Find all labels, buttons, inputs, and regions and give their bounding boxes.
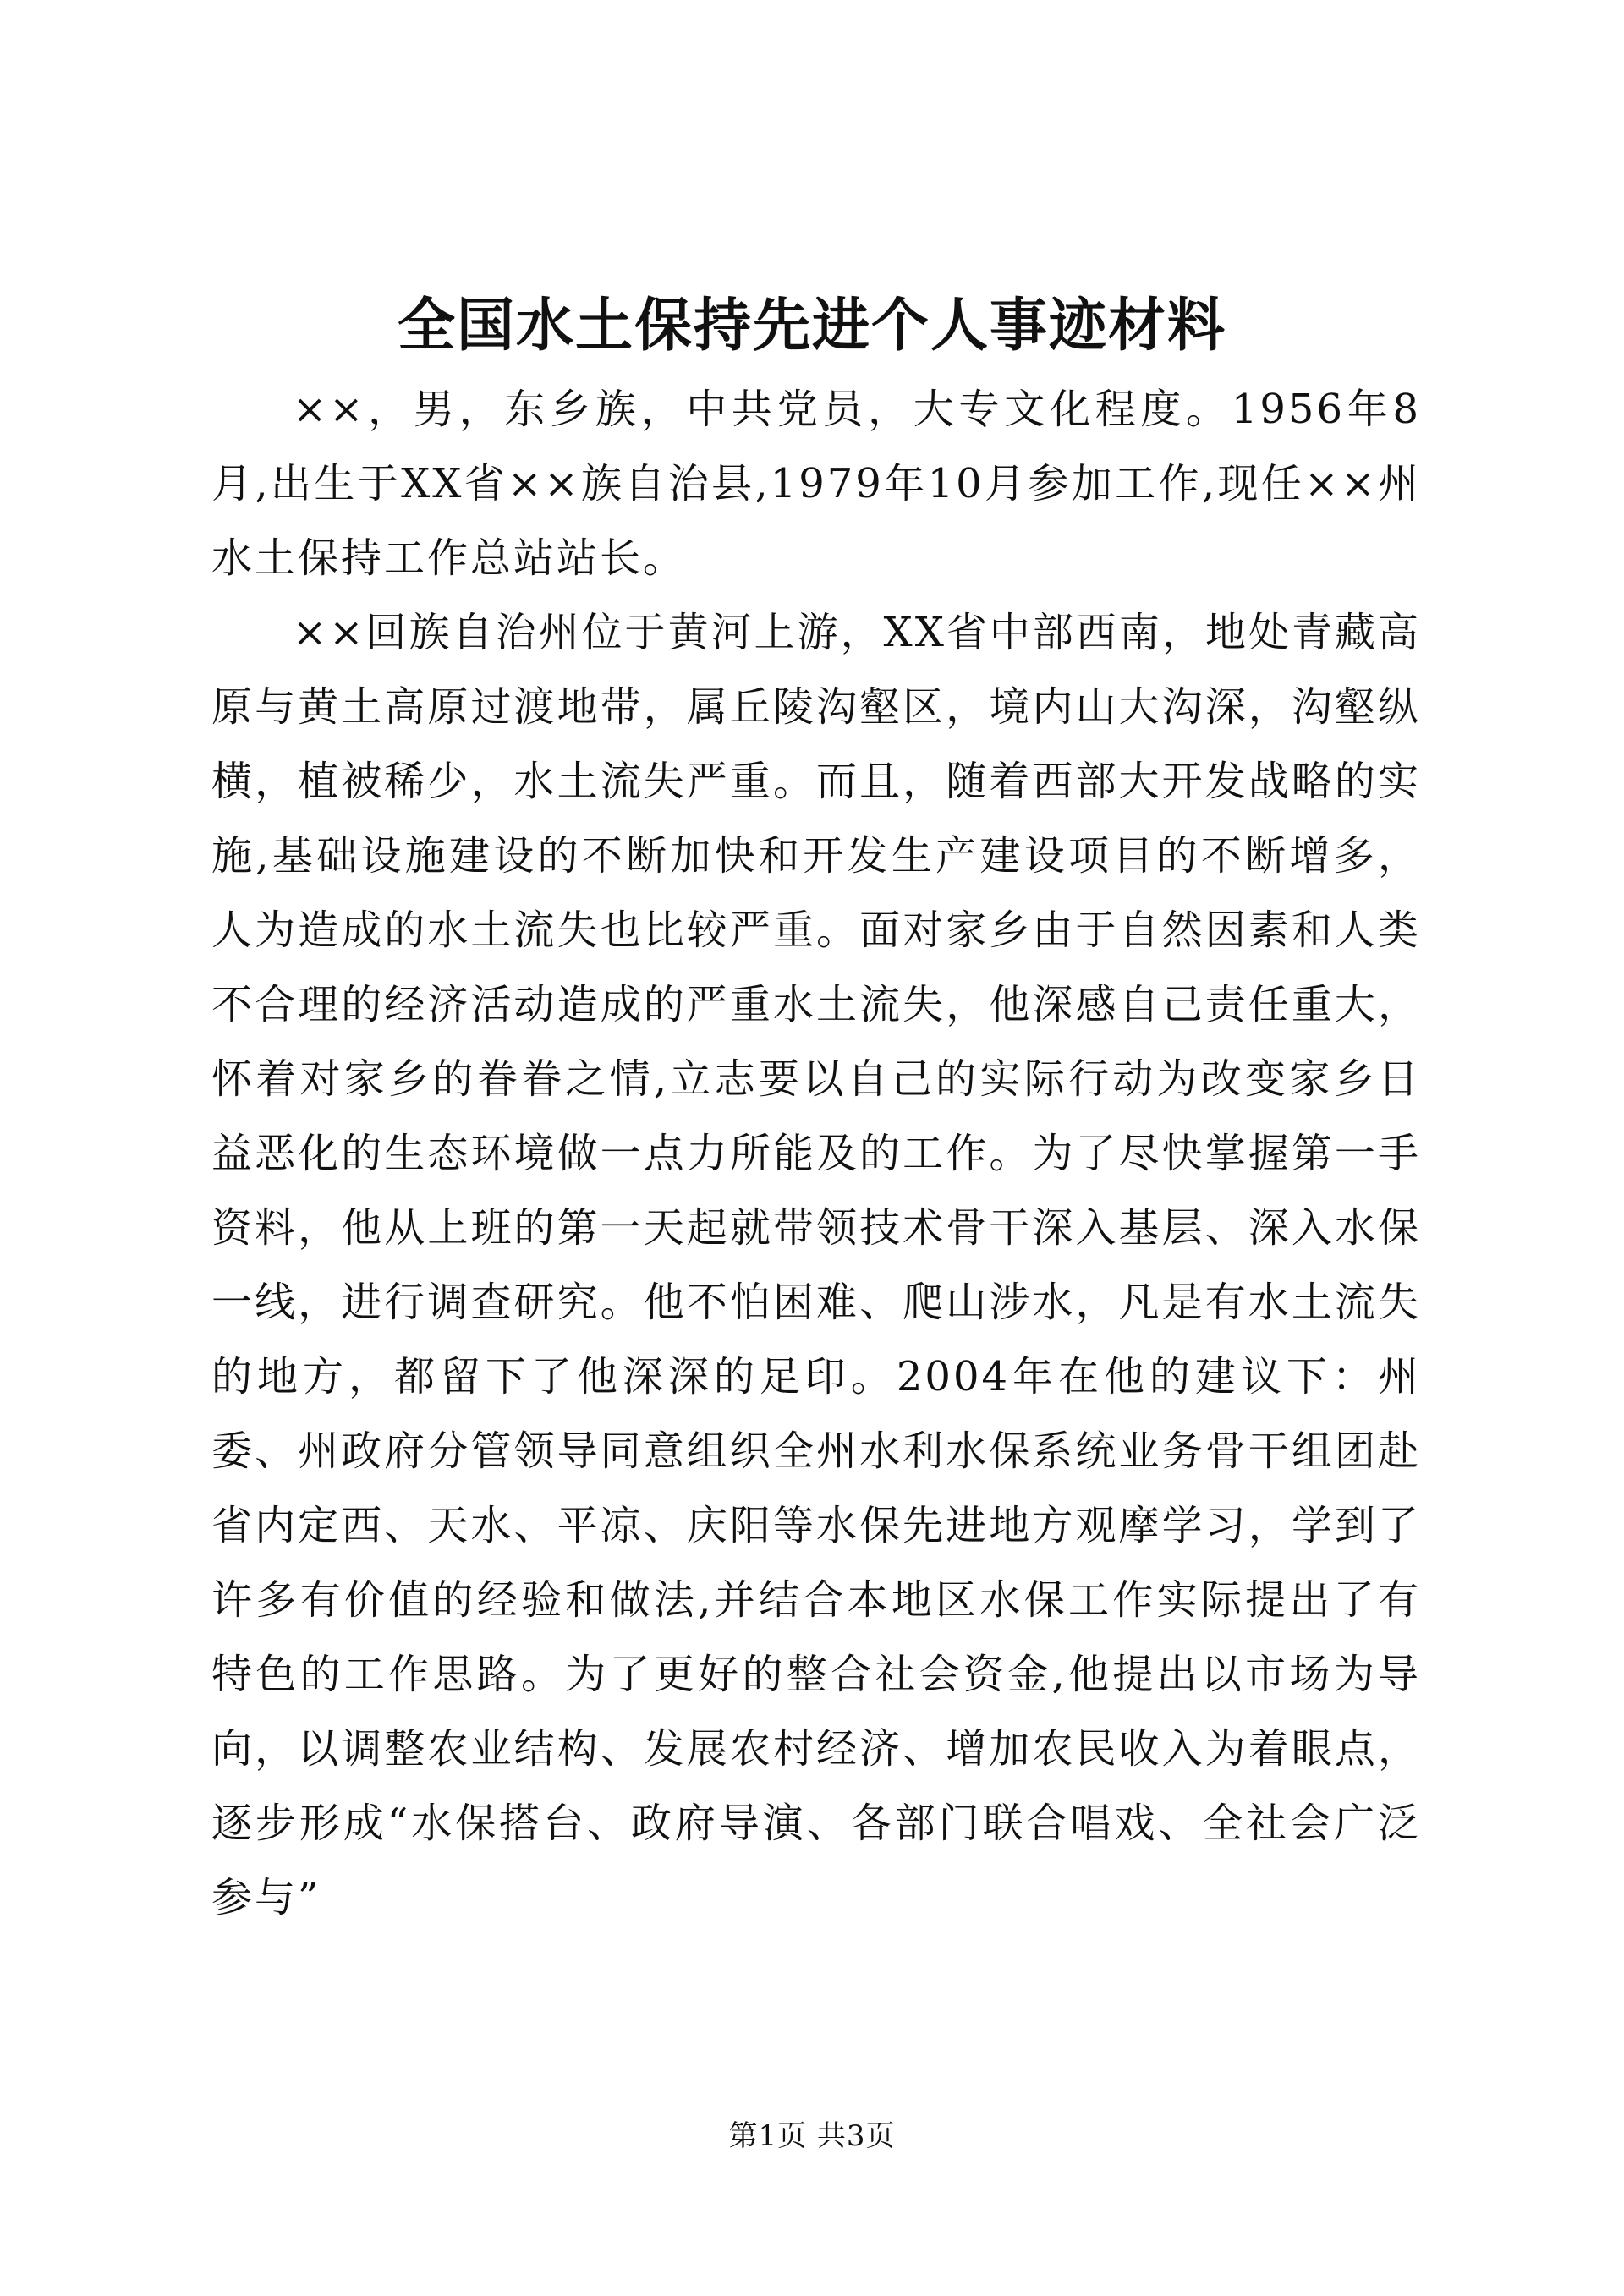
document-body: [211, 372, 1421, 1935]
paragraph-deeds: ××回族自治州位于黄河上游，XX省中部西南，地处青藏高原与黄土高原过渡地带，属丘陵沟壑区，境内山大沟深，沟壑纵横，植被稀少，水土流失严重。而且，随着西部大开发战略的实施,基础设施建设的不断加快和开发生产建设项目的不断增多，人为造成的水土流失也比较严重。面对家乡由于自然因素和人类不合理的经济活动造成的严重水土流失，他深感自己责任重大，怀着对家乡的眷眷之情,立志要以自己的实际行动为改变家乡日益恶化的生态环境做一点力所能及的工作。为了尽快掌握第一手资料，他从上班的第一天起就带领技术骨干深入基层、深入水保一线，进行调查研究。他不怕困难、爬山涉水，凡是有水土流失的地方，都留下了他深深的足印。2004年在他的建议下：州委、州政府分管领导同意组织全州水利水保系统业务骨干组团赴省内定西、天水、平凉、庆阳等水保先进地方观摩学习，学到了许多有价值的经验和做法,并结合本地区水保工作实际提出了有特色的工作思路。为了更好的整合社会资金,他提出以市场为导向，以调整农业结构、发展农村经济、增加农民收入为着眼点，逐步形成“水保搭台、政府导演、各部门联合唱戏、全社会广泛参与”: [211, 609, 1421, 1921]
document-title: 全国水土保持先进个人事迹材料: [397, 292, 1226, 359]
page-number-footer: 第1页 共3页: [728, 2119, 896, 2153]
paragraph-personal-info: ××，男，东乡族，中共党员，大专文化程度。1956年8月,出生于XX省××族自治县,1979年10月参加工作,现任××州水土保持工作总站站长。: [211, 386, 1421, 582]
